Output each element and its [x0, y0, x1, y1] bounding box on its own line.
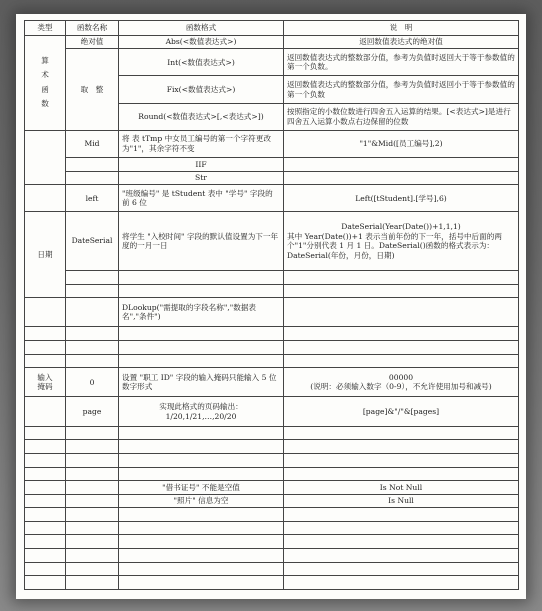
table-row: [25, 298, 519, 327]
cell-name: 绝对值: [66, 35, 119, 49]
cell-empty: [66, 562, 119, 576]
table-row: [25, 481, 519, 495]
cell-empty: [66, 284, 119, 298]
cell-empty: [66, 270, 119, 284]
cell-desc: 返回数值表达式的整数部分值，参考为负值时返回小于等于参数值的第一个负数: [284, 76, 519, 103]
cell-desc: [284, 368, 519, 397]
header-function-name: 函数名称: [66, 21, 119, 36]
table-row: [25, 453, 519, 467]
dateserial-expression: DateSerial(Year(Date())+1,1,1): [341, 222, 461, 232]
table-row: [25, 440, 519, 454]
cell-empty: [284, 171, 519, 185]
cell-name: DateSerial: [66, 212, 119, 271]
cell-format: DLookup("需提取的字段名称","数据表名","条件"): [119, 298, 284, 327]
category-math: 算 术 函 数: [25, 35, 66, 130]
cell-empty: [66, 426, 119, 440]
cell-empty: [284, 298, 519, 327]
table-row: [25, 426, 519, 440]
cell-empty: [284, 467, 519, 481]
cell-empty: [25, 354, 66, 368]
cell-empty: [284, 426, 519, 440]
cell-empty: [284, 157, 519, 171]
cell-empty: [284, 521, 519, 535]
cell-empty: [66, 494, 119, 508]
category-date: 日期: [25, 212, 66, 298]
table-row: [25, 368, 519, 397]
cell-empty: [119, 562, 284, 576]
cell-empty: [25, 426, 66, 440]
table-row: [25, 212, 519, 271]
cell-format: 将 表 tTmp 中女员工编号的第一个字符更改为"1"，其余字符不变: [119, 130, 284, 157]
cell-empty: [66, 467, 119, 481]
cell-empty: [25, 298, 66, 327]
table-row: [25, 576, 519, 590]
cell-empty: [66, 298, 119, 327]
cell-desc: 返回数值表达式的绝对值: [284, 35, 519, 49]
cell-desc: 返回数值表达式的整数部分值，参考为负值时返回大于等于参数值的第一个负数。: [284, 49, 519, 76]
cell-format: Int(<数值表达式>): [119, 49, 284, 76]
table-header-row: [25, 21, 519, 36]
cell-empty: [119, 440, 284, 454]
table-row: [25, 535, 519, 549]
cell-empty: [25, 494, 66, 508]
cell-empty: [119, 270, 284, 284]
cell-empty: [119, 549, 284, 563]
cell-empty: [66, 354, 119, 368]
cell-format: 将学生 "入校时间" 字段的默认值设置为下一年度的一月一日: [119, 212, 284, 271]
table-row: [25, 49, 519, 76]
cell-empty: [66, 327, 119, 341]
cell-name: Mid: [66, 130, 119, 157]
table-row: [25, 35, 519, 49]
cell-desc: 按照指定的小数位数进行四舍五入运算的结果。[<表达式>]是进行四舍五入运算小数点右边保留的位数: [284, 103, 519, 130]
cell-empty: [119, 453, 284, 467]
dateserial-explanation: 其中 Year(Date())+1 表示当前年份的下一年，括号中后面的两个"1"分别代表 1 月 1 日。DateSerial()函数的格式表示为：DateSerial(年份，月份，日期): [287, 231, 502, 260]
cell-empty: [119, 284, 284, 298]
cell-empty: [25, 340, 66, 354]
cell-empty: [25, 440, 66, 454]
table-row: [25, 270, 519, 284]
cell-empty: [25, 327, 66, 341]
cell-format: Abs(<数值表达式>): [119, 35, 284, 49]
cell-empty: [284, 340, 519, 354]
cell-empty: [119, 327, 284, 341]
header-function-format: 函数格式: [119, 21, 284, 36]
cell-empty: [25, 521, 66, 535]
table-row: [25, 549, 519, 563]
cell-empty: [25, 549, 66, 563]
function-reference-table: [24, 20, 519, 590]
cell-format: Round(<数值表达式>[,<表达式>]): [119, 103, 284, 130]
cell-empty: [284, 270, 519, 284]
table-row: [25, 397, 519, 426]
cell-empty: [25, 130, 66, 184]
cell-empty: [25, 397, 66, 426]
cell-format: "借书证号" 不能是空值: [119, 481, 284, 495]
header-description: 说 明: [284, 21, 519, 36]
cell-empty: [119, 340, 284, 354]
cell-empty: [25, 535, 66, 549]
table-row: [25, 354, 519, 368]
cell-empty: [284, 453, 519, 467]
cell-empty: [25, 562, 66, 576]
cell-empty: [119, 354, 284, 368]
cell-desc: Is Null: [284, 494, 519, 508]
cell-empty: [119, 467, 284, 481]
cell-empty: [119, 576, 284, 590]
table-row: [25, 521, 519, 535]
cell-empty: [25, 508, 66, 522]
cell-empty: [25, 185, 66, 212]
cell-format: 设置 "职工 ID" 字段的输入掩码只能输入 5 位数字形式: [119, 368, 284, 397]
cell-name: page: [66, 397, 119, 426]
table-row: [25, 157, 519, 171]
cell-empty: [66, 481, 119, 495]
cell-empty: [66, 440, 119, 454]
table-row: [25, 130, 519, 157]
cell-empty: [284, 508, 519, 522]
cell-empty: [66, 453, 119, 467]
cell-format: Str: [119, 171, 284, 185]
cell-empty: [25, 467, 66, 481]
cell-desc: Is Not Null: [284, 481, 519, 495]
cell-empty: [284, 535, 519, 549]
cell-empty: [66, 576, 119, 590]
cell-empty: [119, 521, 284, 535]
header-type: 类型: [25, 21, 66, 36]
cell-format: Fix(<数值表达式>): [119, 76, 284, 103]
cell-name: left: [66, 185, 119, 212]
category-mask: 输入 掩码: [25, 368, 66, 397]
cell-empty: [119, 535, 284, 549]
cell-empty: [119, 426, 284, 440]
table-row: [25, 467, 519, 481]
cell-empty: [284, 440, 519, 454]
table-row: [25, 185, 519, 212]
table-row: [25, 284, 519, 298]
cell-empty: [66, 508, 119, 522]
table-row: [25, 171, 519, 185]
cell-format: IIF: [119, 157, 284, 171]
document-page: [16, 14, 526, 599]
cell-format: "班级编号" 是 tStudent 表中 "学号" 字段的前 6 位: [119, 185, 284, 212]
cell-empty: [119, 508, 284, 522]
cell-empty: [66, 521, 119, 535]
cell-empty: [284, 549, 519, 563]
cell-empty: [284, 562, 519, 576]
cell-name: 取 整: [66, 49, 119, 131]
cell-empty: [284, 284, 519, 298]
cell-empty: [66, 171, 119, 185]
table-row: [25, 327, 519, 341]
table-row: [25, 494, 519, 508]
cell-empty: [66, 157, 119, 171]
cell-desc: [284, 212, 519, 271]
cell-empty: [284, 354, 519, 368]
cell-empty: [25, 481, 66, 495]
table-row: [25, 508, 519, 522]
cell-empty: [66, 549, 119, 563]
cell-empty: [66, 340, 119, 354]
cell-desc: Left([tStudent].[学号],6): [284, 185, 519, 212]
mask-explanation: (说明：必须输入数字（0-9），不允许使用加号和减号): [310, 382, 492, 392]
table-row: [25, 562, 519, 576]
cell-format: 实现此格式的页码输出： 1/20,1/21,…,20/20: [119, 397, 284, 426]
cell-empty: [25, 576, 66, 590]
cell-empty: [66, 535, 119, 549]
cell-empty: [284, 576, 519, 590]
cell-format: "照片" 信息为空: [119, 494, 284, 508]
cell-empty: [25, 453, 66, 467]
mask-expression: 00000: [388, 372, 414, 382]
table-row: [25, 340, 519, 354]
cell-desc: "1"&Mid([员工编号],2): [284, 130, 519, 157]
cell-desc: [page]&"/"&[pages]: [284, 397, 519, 426]
cell-empty: [284, 327, 519, 341]
cell-name: 0: [66, 368, 119, 397]
